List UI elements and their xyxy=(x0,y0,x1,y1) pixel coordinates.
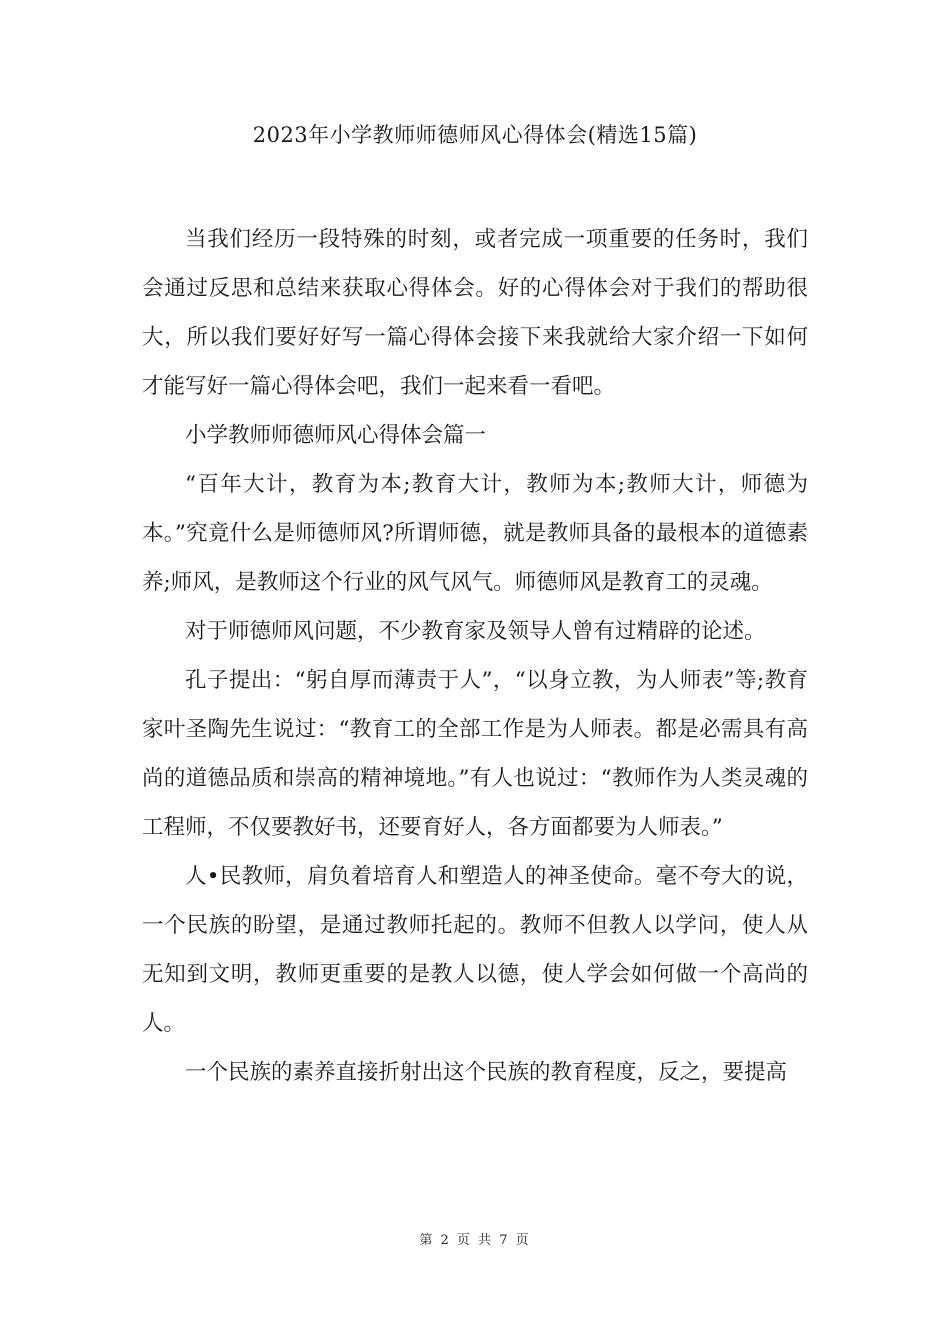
document-title: 2023年小学教师师德师风心得体会(精选15篇) xyxy=(252,123,698,147)
document-body xyxy=(142,215,808,1097)
paragraph-nation: 一个民族的素养直接折射出这个民族的教育程度，反之，要提高 xyxy=(185,1060,788,1085)
page-number-footer: 第 2 页 共 7 页 xyxy=(419,1233,531,1248)
paragraph-confucius: 孔子提出：“躬自厚而薄责于人”，“以身立教，为人师表”等;教育家叶圣陶先生说过：“教育工的全部工作是为人师表。都是必需具有高尚的道德品质和崇高的精神境地。”有人也说过：“教师作为人类灵魂的工程师，不仅要教好书，还要育好人，各方面都要为人师表。” xyxy=(142,668,808,840)
section-heading: 小学教师师德师风心得体会篇一 xyxy=(185,423,487,448)
paragraph-quote: “百年大计，教育为本;教育大计，教师为本;教师大计，师德为本。”究竟什么是师德师风?所谓师德，就是教师具备的最根本的道德素养;师风，是教师这个行业的风气风气。师德师风是教育工的灵魂。 xyxy=(142,472,808,595)
paragraph-intro: 当我们经历一段特殊的时刻，或者完成一项重要的任务时，我们会通过反思和总结来获取心得体会。好的心得体会对于我们的帮助很大，所以我们要好好写一篇心得体会接下来我就给大家介绍一下如何才能写好一篇心得体会吧，我们一起来看一看吧。 xyxy=(142,227,808,399)
paragraph-mission: 人•民教师，肩负着培育人和塑造人的神圣使命。毫不夸大的说，一个民族的盼望，是通过教师托起的。教师不但教人以学问，使人从无知到文明，教师更重要的是教人以德，使人学会如何做一个高尚的人。 xyxy=(142,864,808,1036)
paragraph-discussion: 对于师德师风问题，不少教育家及领导人曾有过精辟的论述。 xyxy=(185,619,766,644)
